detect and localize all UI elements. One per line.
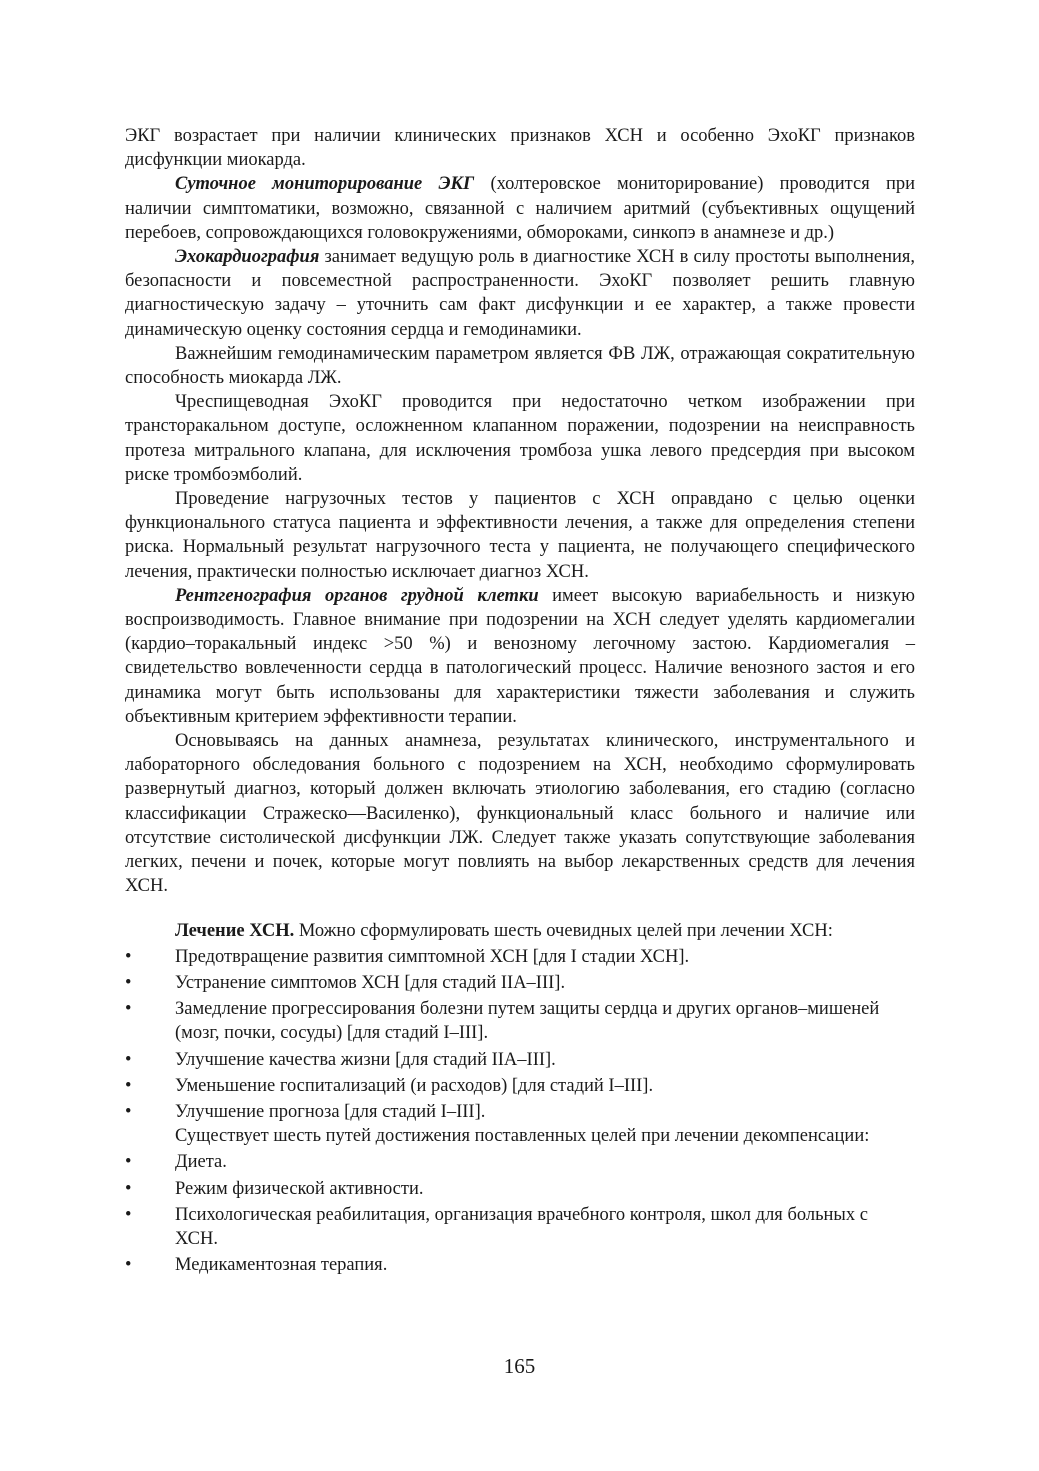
list-item xyxy=(125,971,915,995)
treatment-goals-list xyxy=(125,945,915,1124)
paragraph-echocardiography xyxy=(125,245,915,342)
list-item xyxy=(125,1177,915,1201)
list-item-text: Предотвращение развития симптомной ХСН [для I стадии ХСН]. xyxy=(175,946,690,967)
term-echocardiography: Эхокардиография xyxy=(175,247,320,268)
bullet-icon: • xyxy=(125,1152,132,1173)
list-item xyxy=(125,1150,915,1174)
treatment-ways-list xyxy=(125,1150,915,1277)
section-heading-treatment: Лечение ХСН. xyxy=(175,920,295,941)
list-item xyxy=(125,1048,915,1072)
paragraph-treatment-heading xyxy=(125,919,915,943)
page-content xyxy=(125,124,915,1277)
list-item-text: Режим физической активности. xyxy=(175,1178,424,1199)
list-item-text: Психологическая реабилитация, организация врачебного контроля, школ для больных с ХСН. xyxy=(175,1204,868,1249)
list-item-text: Уменьшение госпитализаций (и расходов) [для стадий I–III]. xyxy=(175,1075,654,1096)
paragraph-text: занимает ведущую роль в диагностике ХСН в силу простоты выполнения, безопасности и повсеместной распространенности. ЭхоКГ позволяет решить главную диагностическую задачу – уточнить сам факт дисфункции и ее характер, а также провести динамическую оценку состояния сердца и гемодинамики. xyxy=(125,247,915,340)
term-holter: Суточное мониторирование ЭКГ xyxy=(175,174,475,195)
list-item-text: Замедление прогрессирования болезни путем защиты сердца и других органов–мишеней (мозг, почки, сосуды) [для стадий I–III]. xyxy=(175,999,880,1044)
bullet-icon: • xyxy=(125,1255,132,1276)
paragraph-ways-intro xyxy=(125,1124,915,1148)
list-item xyxy=(125,1100,915,1124)
list-item xyxy=(125,1074,915,1098)
list-item-text: Улучшение прогноза [для стадий I–III]. xyxy=(175,1101,486,1122)
section-gap xyxy=(125,899,915,919)
list-item-text: Диета. xyxy=(175,1152,227,1173)
bullet-icon: • xyxy=(125,1049,132,1070)
paragraph-chest-xray xyxy=(125,584,915,729)
list-item xyxy=(125,1203,915,1251)
paragraph-text: Чреспищеводная ЭхоКГ проводится при недостаточно четком изображении при трансторакальном доступе, осложненном клапанном поражении, подозрении на неисправность протеза митрального клапана, для исключения тромбоза ушка левого предсердия при высоком риске тромбоэмболий. xyxy=(125,392,915,485)
paragraph-stress-tests xyxy=(125,487,915,584)
paragraph-diagnosis-formulation xyxy=(125,729,915,898)
paragraph-text: Существует шесть путей достижения поставленных целей при лечении декомпенсации: xyxy=(175,1126,870,1147)
list-item xyxy=(125,997,915,1045)
paragraph-text: Можно сформулировать шесть очевидных целей при лечении ХСН: xyxy=(294,920,833,941)
paragraph-text: Основываясь на данных анамнеза, результатах клинического, инструментального и лабораторного обследования больного с подозрением на ХСН, необходимо сформулировать развернутый диагноз, который должен включать этиологию заболевания, его стадию (согласно классификации Стражеско—Василенко), функциональный класс больного и наличие или отсутствие систолической дисфункции ЛЖ. Следует также указать сопутствующие заболевания легких, печени и почек, которые могут повлиять на выбор лекарственных средств для лечения ХСН. xyxy=(125,731,915,897)
bullet-icon: • xyxy=(125,972,132,993)
paragraph-transesophageal-echo xyxy=(125,390,915,487)
bullet-icon: • xyxy=(125,1178,132,1199)
paragraph-text: ЭКГ возрастает при наличии клинических признаков ХСН и особенно ЭхоКГ признаков дисфункции миокарда. xyxy=(125,126,915,171)
list-item-text: Устранение симптомов ХСН [для стадий IIA–III]. xyxy=(175,972,566,993)
paragraph-text: имеет высокую вариабельность и низкую воспроизводимость. Главное внимание при подозрении на ХСН следует уделять кардиомегалии (кардио–торакальный индекс >50 %) и венозному легочному застою. Кардиомегалия – свидетельство вовлеченности сердца в патологический процесс. Наличие венозного застоя и его динамика могут быть использованы для характеристики тяжести заболевания и служить объективным критерием эффективности терапии. xyxy=(125,585,915,727)
paragraph-holter-monitoring xyxy=(125,172,915,245)
paragraph-text: (холтеровское мониторирование) проводится при наличии симптоматики, возможно, связанной с наличием аритмий (субъективных ощущений перебоев, сопровождающихся головокружениями, обмороками, синкопэ в анамнезе и др.) xyxy=(125,174,915,243)
paragraph-ejection-fraction xyxy=(125,342,915,390)
term-chest-xray: Рентгенография органов грудной клетки xyxy=(175,585,539,606)
bullet-icon: • xyxy=(125,1204,132,1225)
list-item-text: Улучшение качества жизни [для стадий IIA–III]. xyxy=(175,1049,556,1070)
bullet-icon: • xyxy=(125,999,132,1020)
bullet-icon: • xyxy=(125,946,132,967)
paragraph-text: Проведение нагрузочных тестов у пациентов с ХСН оправдано с целью оценки функционального статуса пациента и эффективности лечения, а также для определения степени риска. Нормальный результат нагрузочного теста у пациента, не получающего специфического лечения, практически полностью исключает диагноз ХСН. xyxy=(125,489,915,582)
list-item xyxy=(125,1253,915,1277)
list-item-text: Медикаментозная терапия. xyxy=(175,1255,388,1276)
bullet-icon: • xyxy=(125,1101,132,1122)
bullet-icon: • xyxy=(125,1075,132,1096)
page-number: 165 xyxy=(503,1354,536,1378)
list-item xyxy=(125,945,915,969)
paragraph-ecg-continuation xyxy=(125,124,915,172)
paragraph-text: Важнейшим гемодинамическим параметром является ФВ ЛЖ, отражающая сократительную способность миокарда ЛЖ. xyxy=(125,343,915,389)
